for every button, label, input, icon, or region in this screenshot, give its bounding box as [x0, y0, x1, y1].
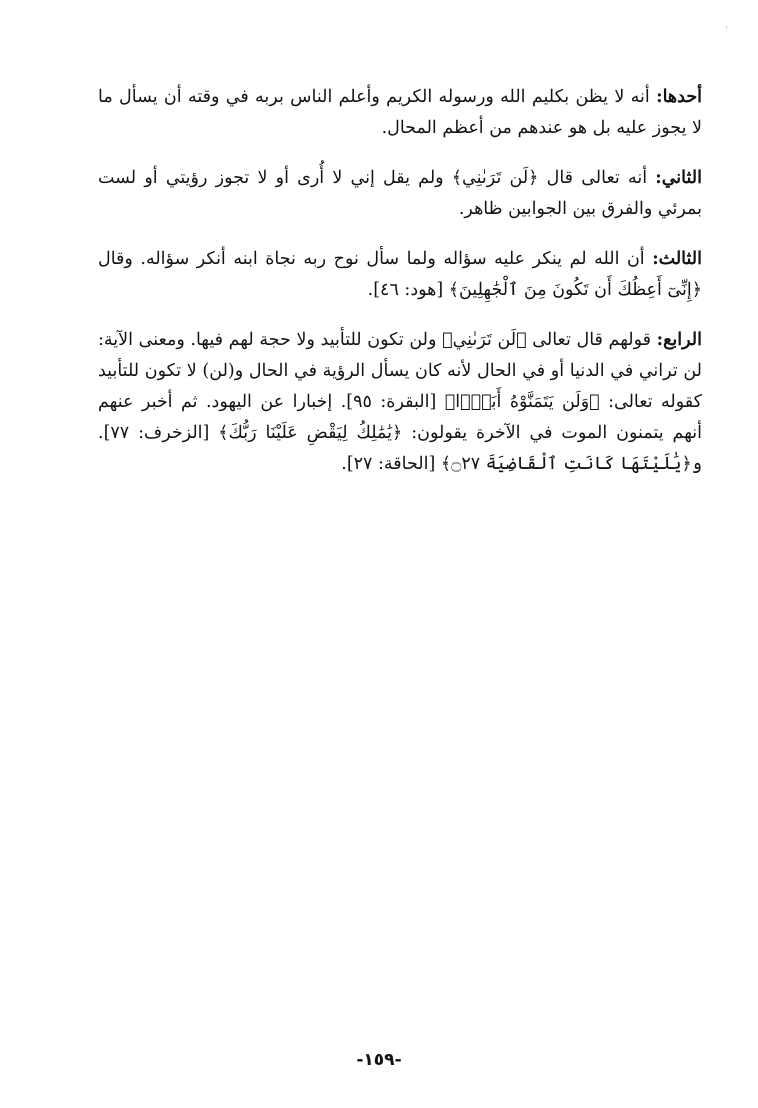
- main-text: [98, 82, 702, 499]
- paragraph-third-body: أن الله لم ينكر عليه سؤاله ولما سأل نوح ربه نجاة ابنه أنكر سؤاله. وقال ﴿إِنِّىٓ أَعِظُكَ أَن تَكُونَ مِنَ ٱلْجَٰهِلِينَ﴾ [هود: ٤٦].: [98, 249, 702, 300]
- paragraph-second: [98, 163, 702, 225]
- page-number: -١٥٩-: [356, 1050, 402, 1070]
- paragraph-third-lead: الثالث:: [652, 249, 702, 269]
- paragraph-first-body: أنه لا يظن بكليم الله ورسوله الكريم وأعلم الناس بربه في وقته أن يسأل ما لا يجوز عليه بل هو عندهم من أعظم المحال.: [98, 87, 702, 138]
- scan-mark: [726, 26, 727, 29]
- paragraph-second-body: أنه تعالى قال ﴿لَن تَرَىٰنِي﴾ ولم يقل إني لا أُرى أو لا تجوز رؤيتي أو لست بمرئي والفرق بين الجوابين ظاهر.: [98, 168, 702, 219]
- paragraph-first: [98, 82, 702, 144]
- paragraph-second-lead: الثاني:: [655, 168, 702, 188]
- paragraph-third: [98, 244, 702, 306]
- paragraph-first-lead: أحدها:: [656, 87, 702, 107]
- paragraph-fourth: [98, 325, 702, 480]
- paragraph-fourth-body: قولهم قال تعالى ﴿لَن تَرَىٰنِي﴾ ولن تكون للتأبيد ولا حجة لهم فيها. ومعنى الآية: لن تراني في الدنيا أو في الحال لأنه كان يسأل الرؤية في الحال و(لن) لا تكون للتأبيد كقوله تعالى: ﴿وَلَن يَتَمَنَّوْهُ أَبَدًۢا﴾ [البقرة: ٩٥]. إخبارا عن اليهود. ثم أخبر عنهم أنهم يتمنون الموت في الآخرة يقولون: ﴿يَٰمَٰلِكُ لِيَقْضِ عَلَيْنَا رَبُّكَ﴾ [الزخرف: ٧٧]. و﴿يَٰلَيْتَهَا كَانَتِ ٱلْقَاضِيَةَ ۝٢٧﴾ [الحاقة: ٢٧].: [98, 330, 702, 474]
- paragraph-fourth-lead: الرابع:: [656, 330, 702, 350]
